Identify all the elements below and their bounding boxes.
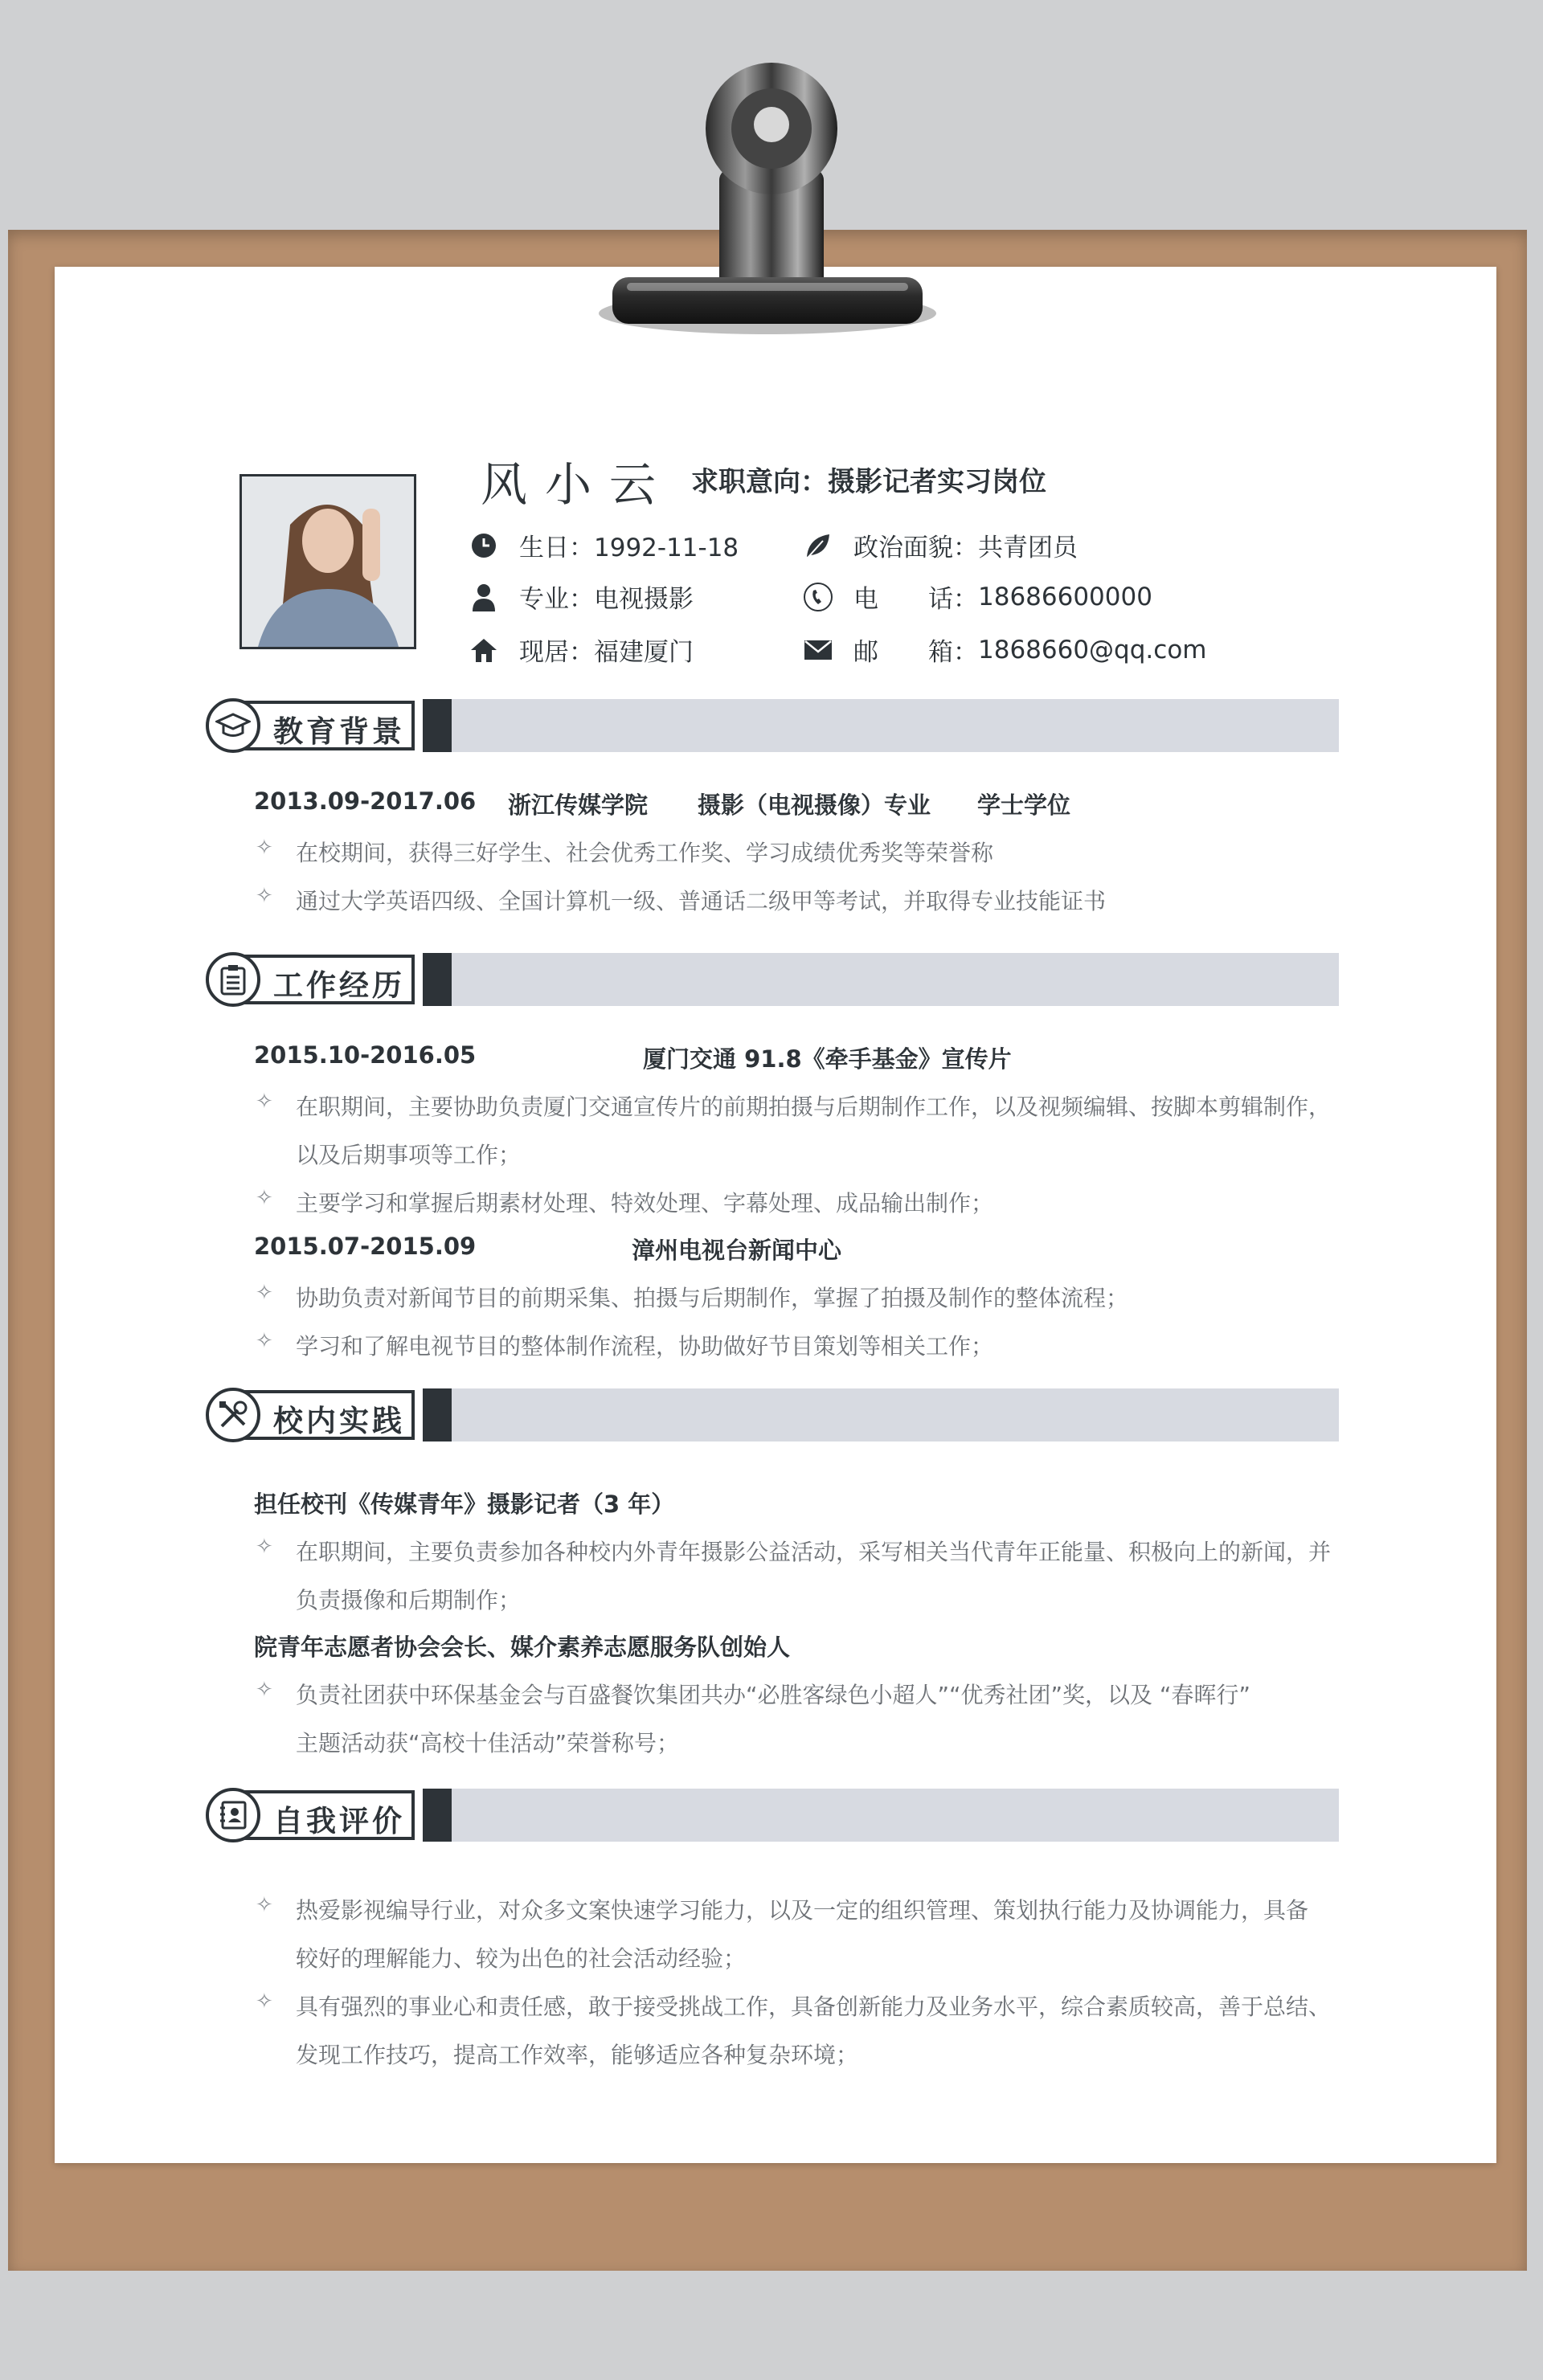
mail-icon bbox=[802, 634, 834, 666]
residence-text: 现居：福建厦门 bbox=[519, 638, 694, 667]
contact-book-icon bbox=[206, 1788, 260, 1842]
leaf-icon bbox=[802, 530, 834, 562]
job-objective bbox=[691, 460, 1046, 499]
bullet-icon: ✧ bbox=[256, 1535, 273, 1559]
major-text: 专业：电视摄影 bbox=[519, 585, 694, 614]
bullet-icon: ✧ bbox=[256, 1186, 273, 1210]
objective-label: 求职意向： bbox=[691, 466, 828, 498]
info-political bbox=[802, 527, 1078, 563]
job2-bullet-2: 学习和了解电视节目的整体制作流程，协助做好节目策划等相关工作； bbox=[296, 1333, 994, 1360]
objective-value: 摄影记者实习岗位 bbox=[828, 466, 1046, 498]
phone-icon bbox=[802, 581, 834, 613]
education-degree: 学士学位 bbox=[977, 791, 1071, 819]
self-bullet-1-line-1: 热爱影视编导行业，对众多文案快速学习能力，以及一定的组织管理、策划执行能力及协调能力，具备 bbox=[296, 1897, 1309, 1924]
education-major: 摄影（电视摄像）专业 bbox=[698, 791, 931, 819]
job2-org: 漳州电视台新闻中心 bbox=[632, 1237, 842, 1264]
tools-icon bbox=[206, 1388, 260, 1442]
info-major bbox=[468, 579, 694, 615]
bullet-icon: ✧ bbox=[256, 836, 273, 860]
person-icon bbox=[468, 581, 500, 613]
bullet-icon: ✧ bbox=[256, 1893, 273, 1917]
bullet-icon: ✧ bbox=[256, 1329, 273, 1353]
birthday-text: 生日：1992-11-18 bbox=[519, 534, 739, 562]
campus-item2-bullet-line-2: 主题活动获“高校十佳活动”荣誉称号； bbox=[296, 1730, 680, 1756]
work-section-marker bbox=[423, 953, 452, 1006]
phone-value: 18686600000 bbox=[978, 582, 1152, 611]
graduation-cap-icon bbox=[206, 698, 260, 753]
education-period: 2013.09-2017.06 bbox=[254, 787, 477, 815]
self-title: 自我评价 bbox=[273, 1804, 405, 1838]
campus-title: 校内实践 bbox=[273, 1404, 405, 1438]
self-bullet-2-line-2: 发现工作技巧，提高工作效率，能够适应各种复杂环境； bbox=[296, 2042, 859, 2068]
campus-item1-bullet-line-2: 负责摄像和后期制作； bbox=[296, 1587, 522, 1613]
job1-bullet-1-line-1: 在职期间，主要协助负责厦门交通宣传片的前期拍摄与后期制作工作，以及视频编辑、按脚本剪辑制作， bbox=[296, 1094, 1332, 1120]
job2-period: 2015.07-2015.09 bbox=[254, 1233, 477, 1260]
job1-bullet-1-line-2: 以及后期事项等工作； bbox=[296, 1142, 522, 1168]
self-bullet-1-line-2: 较好的理解能力、较为出色的社会活动经验； bbox=[296, 1945, 747, 1972]
bullet-icon: ✧ bbox=[256, 884, 273, 908]
job2-bullet-1: 协助负责对新闻节目的前期采集、拍摄与后期制作，掌握了拍摄及制作的整体流程； bbox=[296, 1285, 1129, 1311]
education-section-bar bbox=[452, 699, 1339, 752]
work-section-bar bbox=[452, 953, 1339, 1006]
campus-section-bar bbox=[452, 1388, 1339, 1441]
job1-bullet-2: 主要学习和掌握后期素材处理、特效处理、字幕处理、成品输出制作； bbox=[296, 1190, 994, 1217]
self-section-marker bbox=[423, 1789, 452, 1842]
bullet-icon: ✧ bbox=[256, 1678, 273, 1702]
clock-icon bbox=[468, 530, 500, 562]
info-birthday bbox=[468, 527, 739, 563]
self-bullet-2-line-1: 具有强烈的事业心和责任感，敢于接受挑战工作，具备创新能力及业务水平，综合素质较高，善于总结、 bbox=[296, 1994, 1332, 2020]
bullet-icon: ✧ bbox=[256, 1281, 273, 1305]
candidate-name: 风小云 bbox=[481, 457, 674, 512]
campus-item1-title: 担任校刊《传媒青年》摄影记者（3 年） bbox=[254, 1491, 675, 1518]
clipboard-list-icon bbox=[206, 952, 260, 1007]
info-email bbox=[802, 632, 1206, 668]
education-bullet-1: 在校期间，获得三好学生、社会优秀工作奖、学习成绩优秀奖等荣誉称 bbox=[296, 840, 994, 866]
campus-section-marker bbox=[423, 1388, 452, 1441]
campus-item2-bullet-line-1: 负责社团获中环保基金会与百盛餐饮集团共办“必胜客绿色小超人”“优秀社团”奖，以及 “春晖行” bbox=[296, 1682, 1250, 1708]
email-label: 邮 箱： bbox=[853, 638, 978, 667]
education-title: 教育背景 bbox=[273, 714, 405, 749]
phone-label: 电 话： bbox=[853, 585, 978, 614]
email-value: 1868660@qq.com bbox=[978, 635, 1207, 665]
political-text: 政治面貌：共青团员 bbox=[853, 534, 1078, 562]
info-phone bbox=[802, 579, 1152, 615]
job1-period: 2015.10-2016.05 bbox=[254, 1041, 477, 1069]
work-title: 工作经历 bbox=[273, 968, 405, 1003]
profile-photo bbox=[239, 474, 416, 649]
info-residence bbox=[468, 632, 694, 668]
binder-clip-icon bbox=[579, 48, 956, 362]
job1-org: 厦门交通 91.8《牵手基金》宣传片 bbox=[643, 1045, 1012, 1073]
campus-item2-title: 院青年志愿者协会会长、媒介素养志愿服务队创始人 bbox=[254, 1634, 791, 1661]
education-bullet-2: 通过大学英语四级、全国计算机一级、普通话二级甲等考试，并取得专业技能证书 bbox=[296, 888, 1107, 914]
campus-item1-bullet-line-1: 在职期间，主要负责参加各种校内外青年摄影公益活动，采写相关当代青年正能量、积极向上的新闻，并 bbox=[296, 1539, 1332, 1565]
home-icon bbox=[468, 634, 500, 666]
bullet-icon: ✧ bbox=[256, 1989, 273, 2014]
self-section-bar bbox=[452, 1789, 1339, 1842]
education-section-marker bbox=[423, 699, 452, 752]
bullet-icon: ✧ bbox=[256, 1090, 273, 1114]
education-school: 浙江传媒学院 bbox=[508, 791, 649, 819]
